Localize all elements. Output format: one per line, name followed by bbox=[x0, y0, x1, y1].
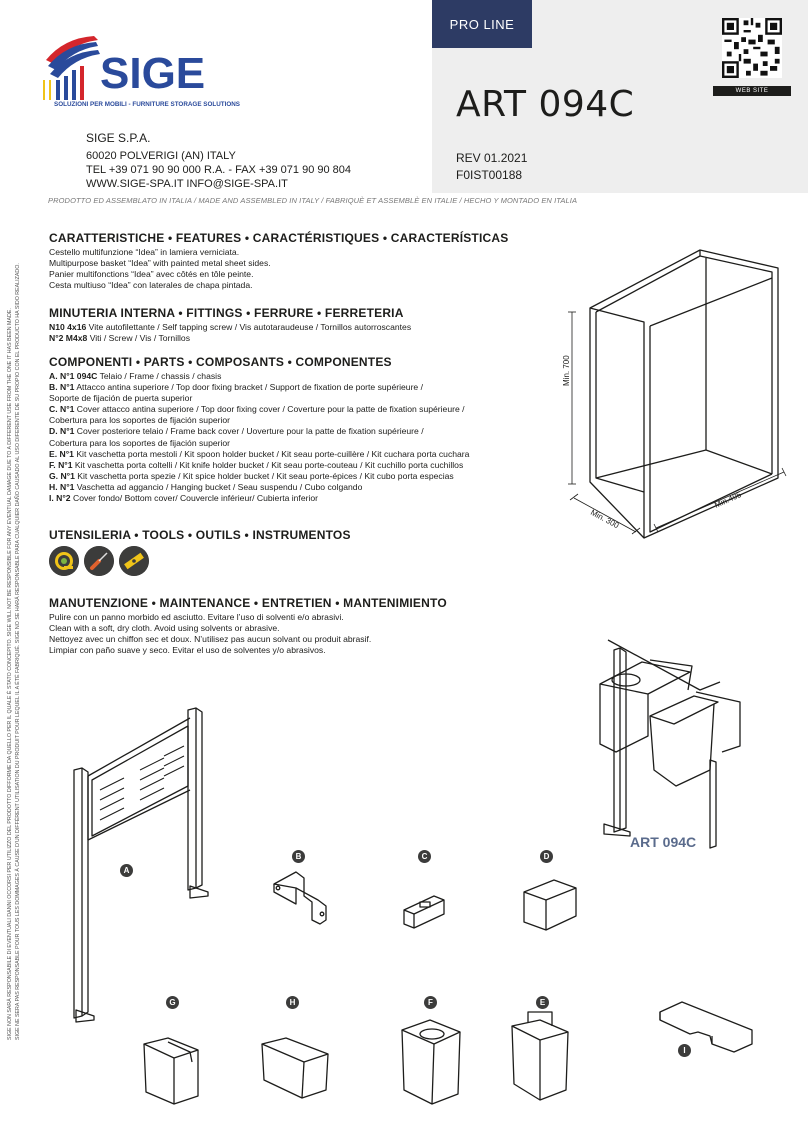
company-name: SIGE S.P.A. bbox=[86, 131, 151, 145]
maintenance-line: Limpiar con paño suave y seco. Evitar el uso de solventes y/o abrasivos. bbox=[49, 645, 326, 656]
assembled-unit-label: ART 094C bbox=[630, 834, 697, 850]
part-e-drawing bbox=[512, 1012, 568, 1100]
tools-title: UTENSILERIA • TOOLS • OUTILS • INSTRUMENTOS bbox=[49, 528, 351, 542]
disclaimer-line-1: SIGE NON SARÀ RESPONSABILE DI EVENTUALI DANNI OCCORSI PER UTILIZZO DEL PRODOTTO DIFFORME DA QUELLO PER IL QUALE È STATO CONCEPITO. SIGE WILL NOT BE RESPONSIBLE FOR ANY EVENTUAL DAMAGE DUE TO A DIFFERENT USE FROM THE ONE IT HAS BEEN MADE. bbox=[7, 308, 13, 1040]
revision: REV 01.2021 bbox=[456, 151, 528, 165]
part-item: F. N°1 Kit vaschetta porta coltelli / Kit knife holder bucket / Kit seau porte-couteau / Kit cuchillo porta cuchillos bbox=[49, 459, 464, 470]
part-b-drawing bbox=[274, 872, 326, 924]
features-title: CARATTERISTICHE • FEATURES • CARACTÉRISTIQUES • CARACTERÍSTICAS bbox=[49, 231, 509, 245]
features-line: Cestello multifunzione “Idea” in lamiera verniciata. bbox=[49, 247, 240, 257]
part-item: I. N°2 Cover fondo/ Bottom cover/ Couvercle inférieur/ Cubierta inferior bbox=[49, 493, 319, 504]
part-d-drawing bbox=[524, 880, 576, 930]
company-phone: TEL +39 071 90 90 000 R.A. - FAX +39 071 90 90 804 bbox=[86, 164, 352, 176]
part-item: Soporte de fijación de puerta superior bbox=[49, 393, 193, 404]
qr-caption: WEB SITE bbox=[713, 86, 791, 96]
article-title: ART 094C bbox=[456, 84, 635, 125]
maintenance-title: MANUTENZIONE • MAINTENANCE • ENTRETIEN • MANTENIMIENTO bbox=[49, 596, 447, 610]
frame-a-drawing bbox=[74, 708, 208, 1022]
part-f-drawing bbox=[402, 1020, 460, 1104]
part-letter-f: F bbox=[424, 996, 437, 1009]
logo-wordmark: SIGE bbox=[100, 49, 206, 98]
part-item: G. N°1 Kit vaschetta porta spezie / Kit spice holder bucket / Kit seau porte-épices / Kit cubo porta especias bbox=[49, 470, 454, 481]
features-line: Panier multifonctions “Idea” avec côtés en tôle peinte. bbox=[49, 269, 254, 280]
maintenance-line: Pulire con un panno morbido ed asciutto. Evitare l’uso di solventi e/o abrasivi. bbox=[49, 612, 344, 622]
logo-tagline: SOLUZIONI PER MOBILI - FURNITURE STORAGE SOLUTIONS bbox=[54, 101, 240, 108]
document-code: F0IST00188 bbox=[456, 168, 523, 182]
pro-line-badge: PRO LINE bbox=[432, 0, 532, 48]
fittings-title: MINUTERIA INTERNA • FITTINGS • FERRURE • FERRETERIA bbox=[49, 306, 404, 320]
part-item: H. N°1 Vaschetta ad aggancio / Hanging bucket / Seau suspendu / Cubo colgando bbox=[49, 481, 363, 492]
part-letter-h: H bbox=[286, 996, 299, 1009]
part-letter-d: D bbox=[540, 850, 553, 863]
part-letter-e: E bbox=[536, 996, 549, 1009]
depth-dimension: Min. 300 bbox=[589, 507, 621, 531]
fitting-item: N°2 M4x8 Viti / Screw / Vis / Tornillos bbox=[49, 333, 190, 344]
part-letter-g: G bbox=[166, 996, 179, 1009]
height-dimension: Min. 700 bbox=[562, 355, 571, 386]
part-item: Cobertura para los soportes de fijación superior bbox=[49, 437, 231, 448]
maintenance-line: Clean with a soft, dry cloth. Avoid using solvents or abrasive. bbox=[49, 623, 280, 634]
part-letter-c: C bbox=[418, 850, 431, 863]
part-i-drawing bbox=[660, 1002, 752, 1052]
part-letter-a: A bbox=[120, 864, 133, 877]
assembled-unit-drawing bbox=[600, 640, 740, 848]
part-letter-i: I bbox=[678, 1044, 691, 1057]
disclaimer-line-2: SIGE NE SERA PAS RESPONSABLE POUR TOUS LES DOMMAGES À CAUSE D'UN DIFFÉRENT UTILISATION DU PRODUIT POUR LEQUEL IL A ÉTÉ FABRIQUÉ. SIGE NO SE HARÁ RESPONSABLE PARA CUALQUIER DAÑO CAUSADO AL USO DIFERENTE DE SU PROPIO CON EL PRODUCTO HA SIDO REALIZADO. bbox=[15, 263, 21, 1040]
part-item: A. N°1 094C Telaio / Frame / chassis / chasis bbox=[49, 371, 222, 381]
parts-title: COMPONENTI • PARTS • COMPOSANTS • COMPONENTES bbox=[49, 355, 392, 369]
part-item: Cobertura para los soportes de fijación superior bbox=[49, 415, 231, 426]
fitting-item: N10 4x16 Vite autofilettante / Self tapping screw / Vis autotaraudeuse / Tornillos autorroscantes bbox=[49, 322, 412, 332]
company-address: 60020 POLVERIGI (AN) ITALY bbox=[86, 150, 236, 162]
part-item: C. N°1 Cover attacco antina superiore / Top door fixing cover / Coverture pour la patte de fixation supérieure / bbox=[49, 404, 465, 415]
part-h-drawing bbox=[262, 1038, 328, 1098]
width-dimension: Min.495 bbox=[713, 490, 743, 510]
part-g-drawing bbox=[144, 1038, 198, 1104]
part-item: D. N°1 Cover posteriore telaio / Frame back cover / Uoverture pour la patte de fixation supérieure / bbox=[49, 426, 424, 437]
part-letter-b: B bbox=[292, 850, 305, 863]
part-item: E. N°1 Kit vaschetta porta mestoli / Kit spoon holder bucket / Kit seau porte-cuillère / Kit cuchara porta cuchara bbox=[49, 448, 470, 459]
made-in-italy-note: PRODOTTO ED ASSEMBLATO IN ITALIA / MADE AND ASSEMBLED IN ITALY / FABRIQUÈ ET ASSEMBLÈ EN ITALIE / HECHO Y MONTADO EN ITALIA bbox=[48, 196, 578, 205]
features-line: Multipurpose basket “Idea” with painted metal sheet sides. bbox=[49, 258, 271, 269]
maintenance-line: Nettoyez avec un chiffon sec et doux. N’utilisez pas aucun solvant ou produit abrasif. bbox=[49, 634, 372, 645]
company-web[interactable]: WWW.SIGE-SPA.IT INFO@SIGE-SPA.IT bbox=[86, 178, 288, 190]
cabinet-outline-drawing bbox=[568, 250, 786, 538]
part-c-drawing bbox=[404, 896, 444, 928]
features-line: Cesta multiuso “Idea” con laterales de chapa pintada. bbox=[49, 280, 253, 291]
part-item: B. N°1 Attacco antina superiore / Top door fixing bracket / Support de fixation de porte supérieure / bbox=[49, 382, 423, 393]
